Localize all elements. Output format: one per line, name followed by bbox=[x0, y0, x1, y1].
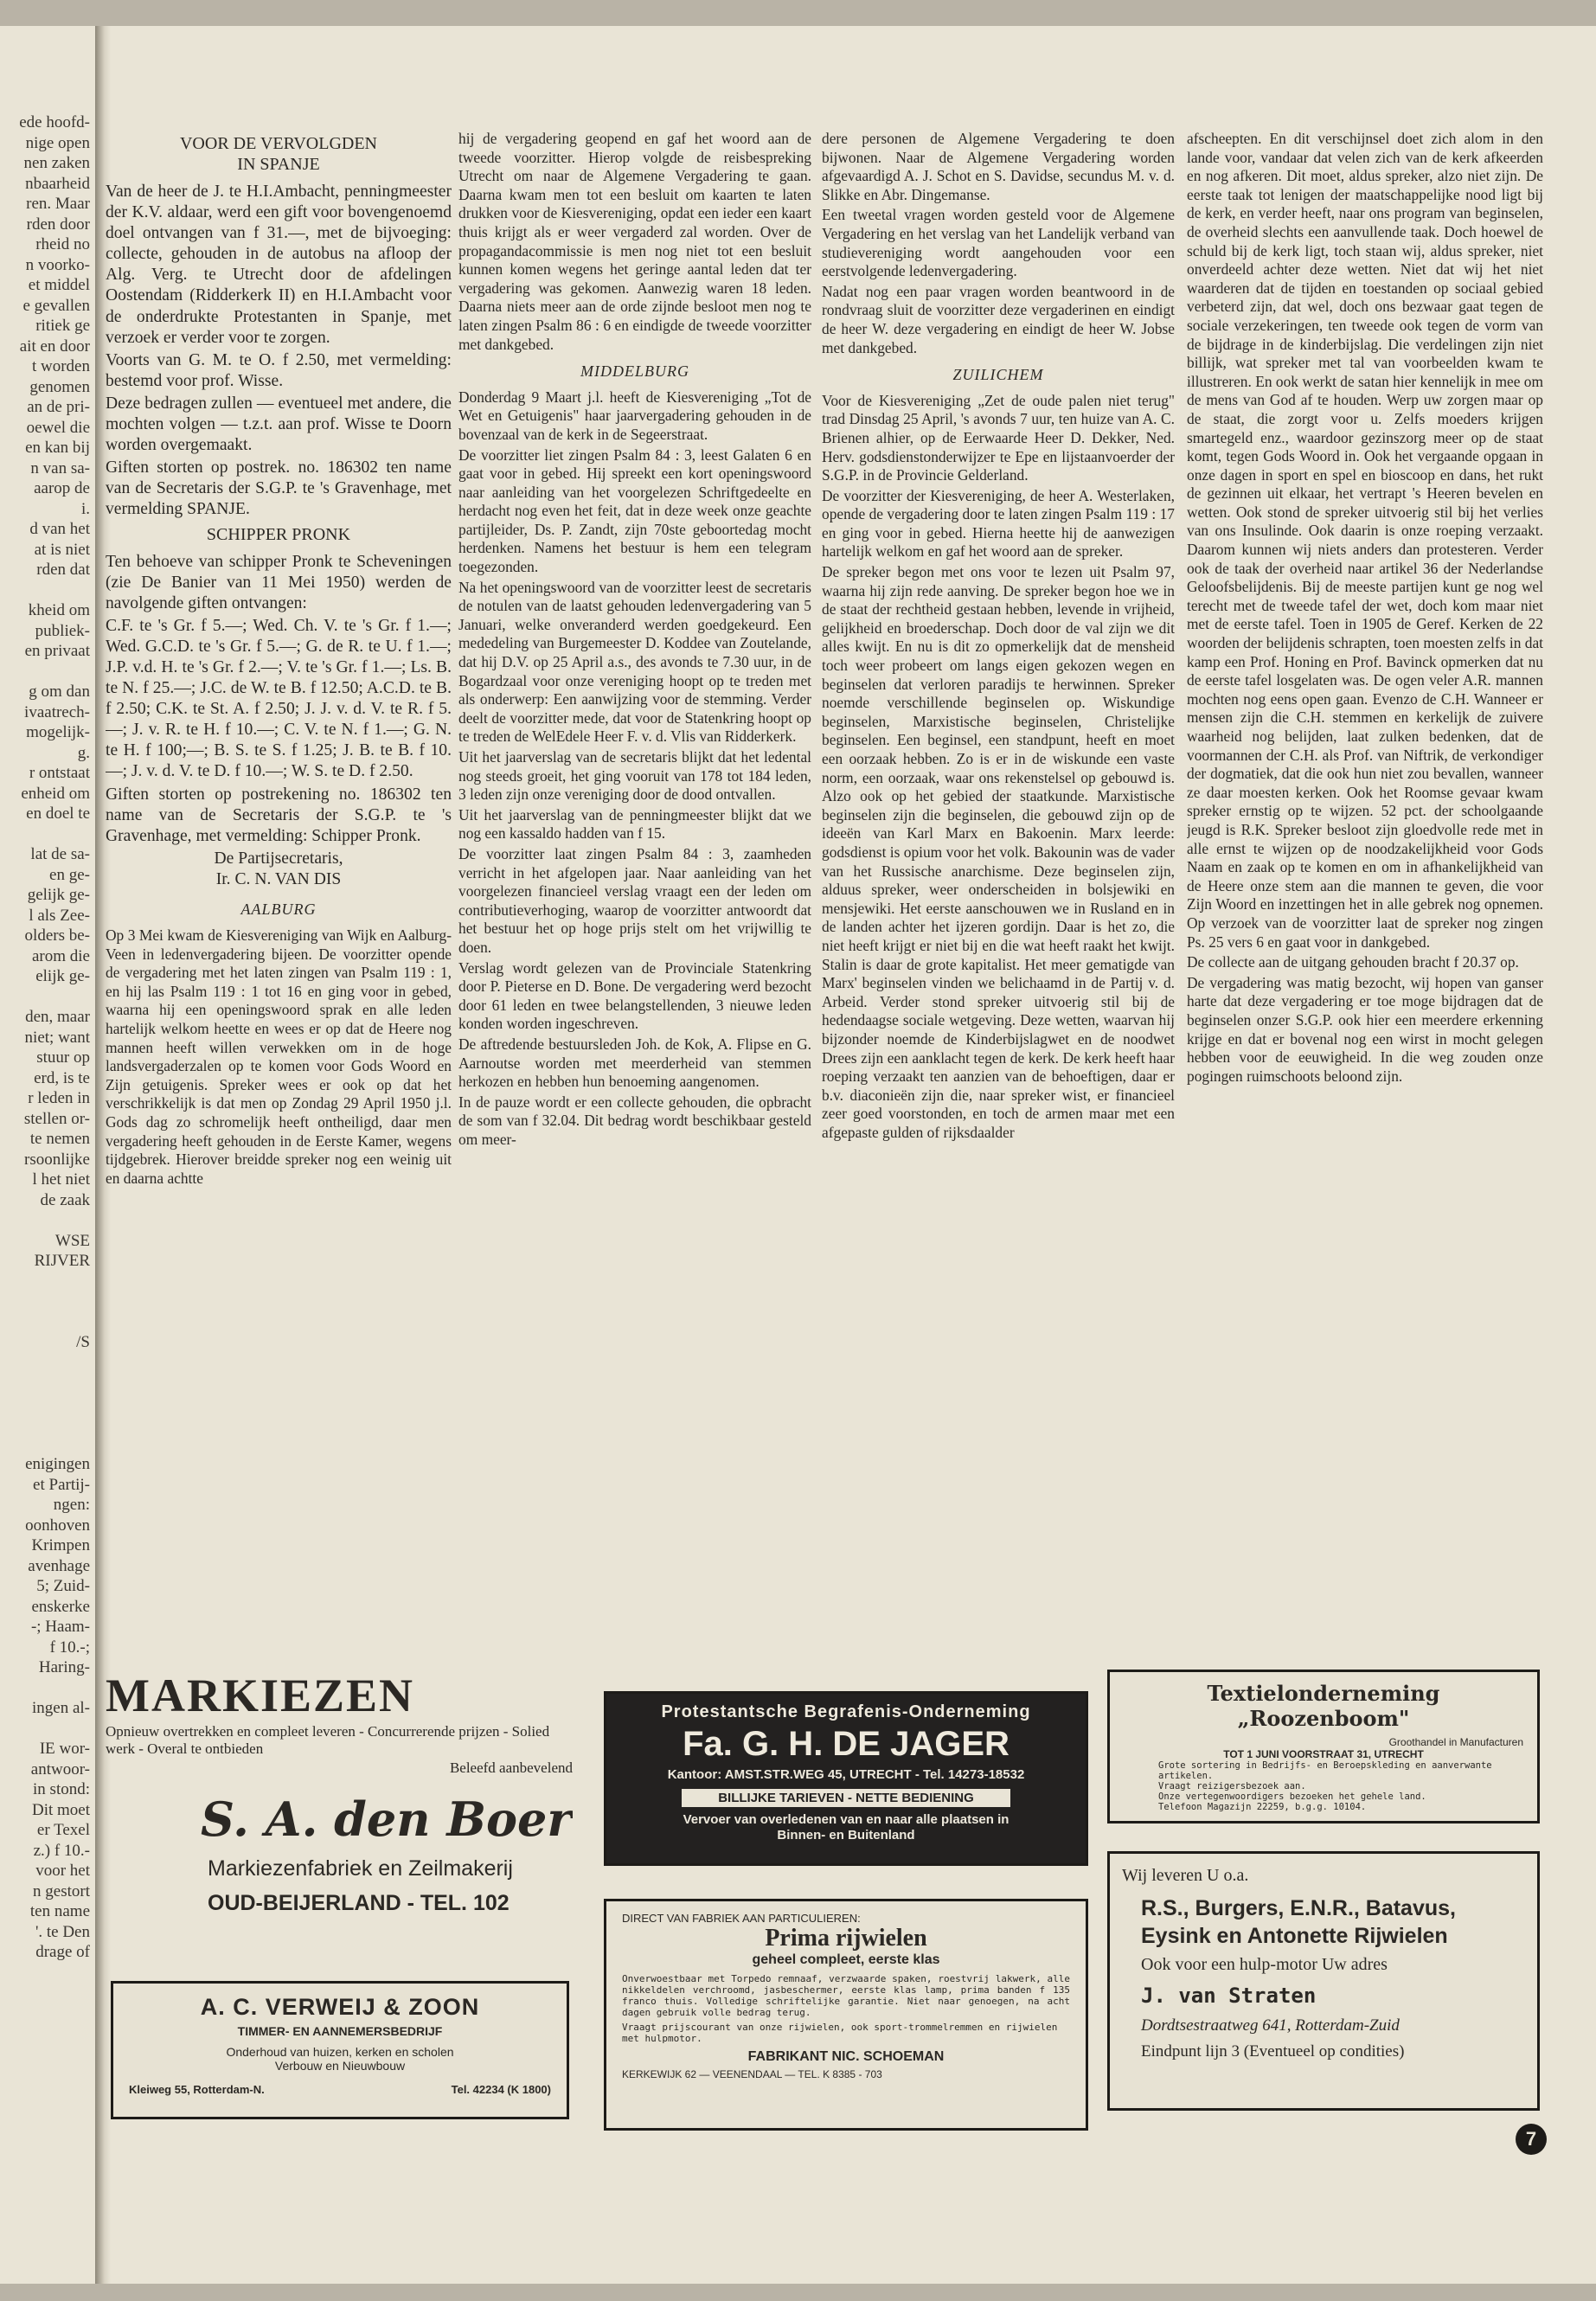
fragment-line: aarop de bbox=[34, 479, 90, 497]
fragment-line: at is niet bbox=[34, 540, 90, 559]
fragment-line: lat de sa- bbox=[30, 845, 90, 863]
paragraph: De voorzitter liet zingen Psalm 84 : 3, leest Galaten 6 en gaat voor in gebed. Hij spreekt een kort openingswoord naar aanleiding van het voorgelezen Schriftgedeelte en herdacht nog even het feit, dat in deze week onze geachte partijleider, Ds. P. Zandt, zijn 70ste geboortedag mocht herdenken. Namens het bestuur is hem een telegram toegezonden. bbox=[458, 445, 811, 576]
ad-title: Prima rijwielen bbox=[765, 1925, 927, 1952]
paragraph: In de pauze wordt er een collecte gehouden, die opbracht de som van f 32.04. Dit bedrag wordt beschikbaar gesteld om meer- bbox=[458, 1093, 811, 1148]
paragraph: Deze bedragen zullen — eventueel met andere, die mochten volgen — t.z.t. aan prof. Wisse te Doorn worden overgemaakt. bbox=[106, 394, 452, 455]
ad-top: Wij leveren U o.a. bbox=[1122, 1866, 1249, 1885]
ad-subtitle: geheel compleet, eerste klas bbox=[752, 1952, 940, 1967]
ad-text: Vraagt reizigersbezoek aan. bbox=[1158, 1781, 1306, 1791]
ad-title: Textielonderneming „Roozenboom" bbox=[1207, 1681, 1440, 1731]
fragment-line: n gestort bbox=[33, 1881, 90, 1900]
fragment-line: er Texel bbox=[36, 1821, 90, 1839]
ad-text: Eindpunt lijn 3 (Eventueel op condities) bbox=[1141, 2042, 1405, 2061]
previous-page-fragment bbox=[0, 112, 93, 2102]
fragment-line: de zaak bbox=[40, 1190, 90, 1209]
paragraph: Uit het jaarverslag van de penningmeester blijkt dat we nog een kassaldo hadden van f 15. bbox=[458, 805, 811, 843]
ad-title: MARKIEZEN bbox=[106, 1670, 415, 1721]
paragraph: afscheepten. En dit verschijnsel doet zich alom in den lande voor, vandaar dat velen zich van de kerk afkeerden en nog afkeren. Dit moet, aldus spreker, alzo niet zijn. De eerste taak tot lenigen der maatschappelijke nood ligt bij de kerk, en verder heeft, naar ons program van beginselen, de overheid slechts een aanvullende taak. Doch hoewel de schuld bij de kerk ligt, toch staan wij, aldus spreker, niet onverdeeld achter deze wetten. Niet dat wij het niet waarderen dat de tijden en toestanden op sociaal gebied verbeterd zijn, dat wel, doch ons bezwaar gaat tegen de sociale verzekeringen, ten tweede ook tegen de vorm van de bijdrage in de kinderbijslag. Die verdelingen zijn niet billijk, wat spreker met tal van voorbeelden kwam te illustreren. En ook werkt de satan hier kennelijk in mee om de mens van God af te houden. Werp uw zorgen maar op de staat, die zorgt voor u. Zelfs moeders krijgen smartegeld enz., waardoor gezinszorg meer op de staat komt, tegen Gods Woord in. Ook het vergaande opgaan in onze dagen in sport en spel en bioscoop en dans, het rukt de gezinnen uit elkaar, het vertrapt 's Heeren bevelen en wetten. Ook stond de spreker uitvoerig stil bij het verlies van ons Insulinde. Ook daarin is onze roeping verzaakt. Daarom kunnen wij niets anders dan protesteren. Verder ook de taak der overheid naar artikel 36 der Nederlandse Geloofsbelijdenis. Bij de meeste partijen kunt ge nog wel terecht met de tweede tafel der wet, doch kom maar niet met de eerste tafel. Toen in 1905 de Geref. Kerken de 22 woorden der belijdenis schrapten, toen moesten zelfs in dat kamp een Prof. Honing en Prof. Bavinck opmerken dat nu de eerste tafel losgelaten was. De ogen veler A.R. mannen mochten nog eens open gaan. Evenzo de C.H. Wanneer er mensen zijn die C.H. stemmen en kerkelijk de zuivere waarheid nog belijden, laat zulken bedenken, dat de voormannen der C.H. als Prof. van Niftrik, de verkondiger der dogmatiek, dat die ook hun niet zou bevallen, wanneer ze daar moesten kerken. Ook het Roomse gevaar kwam spreker ernstig op te wijzen. 52 pct. der schoolgaande jeugd is R.K. Spreker besloot zijn gloedvolle rede met in alle ernst te wijzen op de noodzakelijkheid voor Gods Naam en zaak op te komen en om in afhankelijkheid van de Heere onze stem aan die mannen te geven, die voor Zijn Woord en inzettingen het in alle gebrek nog opnemen. Op verzoek van de voorzitter laat de spreker nog zingen Ps. 25 vers 6 en gaat voor in dankgebed. bbox=[1187, 130, 1543, 951]
ad-text: Ook voor een hulp-motor Uw adres bbox=[1141, 1955, 1388, 1974]
fragment-line: g. bbox=[77, 743, 90, 762]
fragment-line: stuur op bbox=[36, 1048, 90, 1067]
ad-text: Vraagt prijscourant van onze rijwielen, ook sport-trommelremmen en rijwielen met hulpmotor. bbox=[622, 2022, 1058, 2044]
paragraph: Van de heer de J. te H.I.Ambacht, penningmeester der K.V. aldaar, werd een gift voor bovengenoemd doel ontvangen van f 31.—, met de bijvoeging: collecte, gehouden in de autobus na afloop der Alg. Verg. te Utrecht door de afdelingen Oostendam (Ridderkerk II) en H.I.Ambacht voor de onderdrukte Protestanten in Spanje, met verzoek er verder voor te zorgen. bbox=[106, 183, 452, 347]
fragment-line: en ge- bbox=[49, 865, 90, 884]
paragraph: Giften storten op postrek. no. 186302 ten name van de Secretaris der S.G.P. te 's Gravenhage, met vermelding SPANJE. bbox=[106, 458, 452, 519]
ad-brands: R.S., Burgers, E.N.R., Batavus, Eysink en Antonette Rijwielen bbox=[1141, 1896, 1456, 1948]
heading-vervolgden: VOOR DE VERVOLGDEN IN SPANJE bbox=[179, 134, 378, 174]
place-heading: ZUILICHEM bbox=[952, 366, 1044, 384]
paragraph: De aftredende bestuursleden Joh. de Kok, A. Flipse en G. Aarnoutse worden met meerderheid van stemmen herkozen en hebben hun benoeming aangenomen. bbox=[458, 1035, 811, 1091]
column-4 bbox=[1187, 130, 1543, 1626]
ad-address: Dordtsestraatweg 641, Rotterdam-Zuid bbox=[1141, 2016, 1400, 2035]
fragment-line: ngen: bbox=[53, 1496, 90, 1514]
fragment-line: an de pri- bbox=[27, 398, 90, 416]
fragment-line: 5; Zuid- bbox=[36, 1577, 90, 1595]
ad-name: S. A. den Boer bbox=[201, 1791, 572, 1847]
fragment-line: et Partij- bbox=[33, 1475, 90, 1494]
fragment-line: Krimpen bbox=[31, 1536, 90, 1554]
fragment-line: nige open bbox=[25, 133, 90, 152]
fragment-line: ait en door bbox=[19, 336, 90, 356]
paragraph: Giften storten op postrekening no. 186302 ten name van de Secretaris der S.G.P. te 's Gravenhage, met vermelding: Schipper Pronk. bbox=[106, 785, 452, 845]
fragment-line bbox=[0, 580, 93, 601]
fragment-line bbox=[0, 662, 93, 683]
fragment-line: in stond: bbox=[33, 1780, 90, 1798]
fragment-line bbox=[0, 1210, 93, 1231]
fragment-line: gelijk ge- bbox=[27, 886, 90, 904]
ad-title: A. C. VERWEIJ & ZOON bbox=[200, 1994, 480, 2020]
fragment-line: IE wor- bbox=[39, 1740, 90, 1758]
fragment-line: ritiek ge bbox=[35, 317, 90, 335]
paragraph: Verslag wordt gelezen van de Provinciale Statenkring door P. Pieterse en D. Bone. De vergadering werd bezocht door 61 leden en twee belangstellenden, 3 nieuwe leden konden worden ingeschreven. bbox=[458, 958, 811, 1033]
paragraph: Een tweetal vragen worden gesteld voor de Algemene Vergadering en het verslag van het Landelijk verband van studievereniging wordt aangehouden voor een eerstvolgende ledenvergadering. bbox=[822, 206, 1175, 280]
fragment-line: ivaatrech- bbox=[24, 702, 90, 721]
column-1 bbox=[106, 130, 452, 1635]
fragment-line bbox=[0, 1413, 93, 1434]
paragraph: C.F. te 's Gr. f 5.—; Wed. Ch. V. te 's Gr. f 1.—; Wed. G.C.D. te 's Gr. f 5.—; G. de R. te U. f 1.—; J.P. v.d. H. te 's Gr. f 2.—; V. te 's Gr. f 1.—; Ls. B. te N. f 25.—; J.C. de W. te B. f 12.50; A.C.D. te B. f 2.50; C.K. te St. A. f 2.50; J. J. v. d. V. te R. f 5.—; J. v. R. te H. f 10.—; C. V. te N. f 1.—; G. N. te H. f 100;—; B. S. te S. f 1.25; J. B. te B. f 10.—; J. v. d. V. te D. f 10.—; W. S. te D. f 2.50. bbox=[106, 616, 452, 781]
fragment-line: rden door bbox=[26, 215, 90, 234]
signature-name: Ir. C. N. VAN DIS bbox=[215, 869, 342, 888]
fragment-line bbox=[0, 1394, 93, 1414]
fragment-line: en kan bij bbox=[25, 439, 90, 457]
ad-maker: FABRIKANT NIC. SCHOEMAN bbox=[747, 2049, 945, 2064]
ad-roozenboom bbox=[1107, 1670, 1540, 1823]
fragment-line: antwoor- bbox=[30, 1759, 90, 1779]
paragraph: Donderdag 9 Maart j.l. heeft de Kiesvereniging „Tot de Wet en Getuigenis" haar jaarvergadering gehouden in de bovenzaal van de kerk in de Segeerstraat. bbox=[458, 388, 811, 443]
fragment-line: elijk ge- bbox=[35, 967, 90, 985]
paragraph: De vergadering was matig bezocht, wij hopen van ganser harte dat deze vergadering er toe moge bijdragen dat de beginselen onzer S.G.P. ook hier een meerdere erkenning krijge en dat er bovenal nog een wirst in mocht gelegen hebben voor de eeuwigheid. In die weg zouden onze pogingen ruimschoots beloond zijn. bbox=[1187, 973, 1543, 1085]
paragraph: hij de vergadering geopend en gaf het woord aan de tweede voorzitter. Hierop volgde de reisbespreking Utrecht om naar de Algemene Vergadering te gaan. Daarna kwam men tot een besluit om kaarten te laten drukken voor de Kiesvereniging, opdat een ieder een kaart thuis krijgt als er weer vergaderd zal worden. Over de propagandacommissie is men nog niet tot een besluit kunnen komen wegens het geringe aantal leden dat ter vergadering was gekomen. Aanwezig waren 18 leden. Daarna niets meer aan de orde zijnde besloot men nog te laten zingen Psalm 86 : 6 en eindigde de tweede voorzitter met dankgebed. bbox=[458, 130, 811, 353]
fragment-line: l het niet bbox=[32, 1170, 90, 1189]
fragment-line: publiek- bbox=[35, 621, 90, 640]
fragment-line bbox=[0, 1434, 93, 1455]
fragment-line bbox=[0, 1292, 93, 1312]
fragment-line: t worden bbox=[31, 357, 90, 375]
ad-van-straten bbox=[1107, 1851, 1540, 2111]
fragment-line: f 10.-; bbox=[49, 1638, 90, 1657]
fragment-line: erd, is te bbox=[34, 1068, 90, 1087]
fragment-line: ren. Maar bbox=[26, 195, 90, 213]
fragment-line: rsoonlijke bbox=[24, 1150, 90, 1169]
fragment-line: avenhage bbox=[28, 1556, 90, 1575]
ad-rijwielen bbox=[604, 1899, 1088, 2131]
fragment-line: d van het bbox=[29, 520, 90, 538]
fragment-line: nen zaken bbox=[23, 154, 90, 172]
ad-subtitle: Markiezenfabriek en Zeilmakerij bbox=[208, 1856, 513, 1881]
fragment-line: oewel die bbox=[26, 418, 90, 437]
fragment-line: et middel bbox=[28, 276, 90, 294]
ad-verweij bbox=[111, 1981, 569, 2119]
ad-address: Kleiweg 55, Rotterdam-N. bbox=[129, 2083, 265, 2096]
ad-text: Grote sortering in Bedrijfs- en Beroepskleding en aanverwante artikelen. bbox=[1158, 1760, 1492, 1781]
ad-office: Kantoor: AMST.STR.WEG 45, UTRECHT - Tel. 14273-18532 bbox=[667, 1767, 1025, 1782]
fragment-line: den, maar bbox=[25, 1008, 90, 1026]
fragment-line: kheid om bbox=[28, 601, 90, 619]
ad-date: TOT 1 JUNI VOORSTRAAT 31, UTRECHT bbox=[1223, 1748, 1424, 1760]
fragment-line bbox=[0, 1719, 93, 1740]
ad-text: Onderhoud van huizen, kerken en scholen bbox=[226, 2045, 454, 2059]
fragment-line: ede hoofd- bbox=[19, 113, 90, 131]
place-heading: AALBURG bbox=[240, 901, 317, 918]
ad-transport: Vervoer van overledenen van en naar alle plaatsen in Binnen- en Buitenland bbox=[683, 1812, 1010, 1843]
paragraph: De voorzitter laat zingen Psalm 84 : 3, zaamheden verricht in het afgelopen jaar. Naar aanleiding van het voorgelezen financieel verslag vraagt een der leden om contributieverhoging, waarop de voorzitter antwoordt dat het bestuur het op hoge prijs stelt om het vrijwillig te doen. bbox=[458, 844, 811, 956]
fragment-line: g om dan bbox=[29, 683, 90, 701]
fragment-line: oonhoven bbox=[25, 1516, 90, 1535]
fragment-line: mogelijk- bbox=[26, 723, 90, 741]
paragraph: De collecte aan de uitgang gehouden bracht f 20.37 op. bbox=[1187, 953, 1519, 971]
ad-tariff: BILLIJKE TARIEVEN - NETTE BEDIENING bbox=[682, 1789, 1010, 1807]
fragment-line: -; Haam- bbox=[30, 1618, 90, 1636]
fragment-line: voor het bbox=[35, 1862, 90, 1880]
paragraph: Ten behoeve van schipper Pronk te Scheveningen (zie De Banier van 11 Mei 1950) werden de navolgende giften ontvangen: bbox=[106, 552, 452, 612]
paragraph: De voorzitter der Kiesvereniging, de heer A. Westerlaken, opende de vergadering door te laten zingen Psalm 119 : 17 en ging voor in gebed. Hierna heette hij de aanwezigen hartelijk welkom en gaf het woord aan de spreker. bbox=[822, 486, 1175, 561]
ad-name: J. van Straten bbox=[1141, 1984, 1317, 2008]
fragment-line: r leden in bbox=[28, 1089, 90, 1107]
fragment-line bbox=[0, 987, 93, 1008]
place-heading: MIDDELBURG bbox=[580, 362, 689, 381]
fragment-line bbox=[0, 824, 93, 845]
ad-subtitle: TIMMER- EN AANNEMERSBEDRIJF bbox=[237, 2024, 443, 2038]
ad-title: Fa. G. H. DE JAGER bbox=[683, 1725, 1010, 1763]
fragment-line: Haring- bbox=[38, 1658, 90, 1676]
ad-text: Beleefd aanbevelend bbox=[449, 1759, 573, 1776]
fragment-line: enheid om bbox=[21, 784, 90, 803]
paragraph: De spreker begon met ons voor te lezen uit Psalm 97, waarna hij zijn rede aanving. De spreker begon hoe we in de staat der rechtheid gestaan hebben, levende in vrijheid, gelijkheid en broederschap. Doch door de val zijn we dit alles kwijt. En nu is dit zo opmerkelijk dat de mensheid toch weer probeert om langs eigen gekozen wegen en beginselen dat verloren paradijs te herwinnen. Spreker noemde verschillende beginselen op. Wiskundige beginselen, Marxistische beginselen, Christelijke beginselen. Een beginsel, een standpunt, heeft en moet een oorzaak hebben. Zo is er in de wiskunde een vaste norm, een oorzaak, waar ons rekenstelsel op gebouwd is. Alzo ook op het gebied der staatkunde. Marxistische beginselen zijn die beginselen, die gebouwd zijn op de ideeën van Karl Marx en Bakoenin. Marx leerde: godsdienst is opium voor het volk. Bakounin was de vader van het Russische anarchisme. Deze beginselen zijn, alduus spreker, weer onderscheiden in bolsjewiki en mensjewiki. Het eerste aanschouwen we in Rusland en in de landen achter het ijzeren gordijn. Daar is het zo, die niet heeft krijgt er niet bij en die wat heeft raakt het kwijt. Stalin is daar de grote kapitalist. Het meer gematigde van Marx' beginselen vinden we belichaamd in de Partij v. d. Arbeid. Verder stond spreker uitvoerig stil bij de hedendaagse sociale wetgeving. Deze wetten, waarvan hij bijzonder noemde de Kinderbijslagwet en de noodwet Drees zijn een aanklacht tegen de kerk. De kerk heeft haar roeping verzaakt ten aanzien van de behoeftigen, daar er b.v. diaconieën zijn die, naar spreker wist, er financieel zeer goed voorstonden, en toch de armen maar met een afgepaste gulden of rijksdaalder bbox=[822, 563, 1175, 1141]
fragment-line: arom die bbox=[31, 946, 90, 965]
paragraph: Op 3 Mei kwam de Kiesvereniging van Wijk en Aalburg-Veen in ledenvergadering bijeen. De voorzitter opende de vergadering met het laten zingen van Psalm 119 : 1, en hij las Psalm 119 : 1 tot 16 en ging voor in gebed, waarna hij een openingswoord sprak en alle leden hartelijk welkom heette en wees er op dat de Heere nog mannen heeft willen verwekken om in de hoge landsvergaderzalen op te komen voor Gods Woord en Zijn getuigenis. Spreker wees er ook op dat het verschrikkelijk is dat men op Zondag 29 April 1950 j.l. Gods dag zo schromelijk heeft ontheiligd, daar men vergadering heeft gehouden in de Eerste Kamer, wegens tijdgebrek. Hierover breidde spreker nog een weinig uit en daarna achtte bbox=[106, 926, 452, 1187]
fragment-line: genomen bbox=[29, 377, 90, 396]
paragraph: Na het openingswoord van de voorzitter leest de secretaris de notulen van de laatst gehouden ledenvergadering van 5 Januari, welke onveranderd werden goedgekeurd. Een mededeling van Burgemeester D. Koddee van Zoutelande, dat hij D.V. op 25 April a.s., des avonds te 7.30 uur, in de Bogardzaal voor onze vereniging hoopt op te treden met als onderwerp: Een aanwijzing voor de stemming. Verder deelt de voorzitter mede, dat voor de Statenkring hoopt op te treden de WelEdele Heer F. v. d. Vlis van Ridderkerk. bbox=[458, 578, 811, 746]
fragment-line: niet; want bbox=[24, 1028, 90, 1047]
paragraph: dere personen de Algemene Vergadering te doen bijwonen. Naar de Algemene Vergadering worden afgevaardigd A. J. Schot en S. Davidse, secundus M. v. d. Slikke en Abr. Dingemanse. bbox=[822, 130, 1175, 203]
fragment-line: '. te Den bbox=[35, 1922, 90, 1941]
paragraph: Nadat nog een paar vragen worden beantwoord in de rondvraag sluit de voorzitter deze vergaderinen en eindigt de heer W. deze vergadering en eindigt de heer W. Jobse met dankgebed. bbox=[822, 282, 1175, 356]
fragment-line: rheid no bbox=[35, 235, 90, 253]
ad-subtitle: Groothandel in Manufacturen bbox=[1388, 1736, 1523, 1748]
fragment-line: enigingen bbox=[25, 1455, 90, 1473]
fragment-line: e gevallen bbox=[22, 296, 90, 315]
ad-address: KERKEWIJK 62 — VEENENDAAL — TEL. K 8385 - 703 bbox=[622, 2068, 882, 2080]
fragment-line bbox=[0, 1272, 93, 1292]
fragment-line: z.) f 10.- bbox=[33, 1841, 90, 1860]
fragment-line: l als Zee- bbox=[29, 906, 90, 925]
ad-top: Protestantsche Begrafenis-Onderneming bbox=[661, 1702, 1031, 1721]
fragment-line: en doel te bbox=[26, 804, 90, 823]
column-2 bbox=[458, 130, 811, 1626]
fragment-line bbox=[0, 1353, 93, 1374]
fragment-line: i. bbox=[80, 499, 90, 518]
paragraph: Voor de Kiesvereniging „Zet de oude palen niet terug" trad Dinsdag 25 April, 's avonds 7 uur, ten huize van A. C. Brienen alhier, op de Eerwaarde Heer D. Dekker, Ned. Herv. godsdienstonderwijzer te Epe en lijstaanvoerder der S.G.P. in de Provincie Gelderland. bbox=[822, 391, 1175, 484]
fragment-line: olders be- bbox=[24, 926, 90, 945]
fragment-line: rden dat bbox=[36, 561, 90, 579]
column-3 bbox=[822, 130, 1175, 1626]
ad-footer bbox=[129, 2083, 551, 2096]
fragment-line: r ontstaat bbox=[29, 764, 90, 782]
fragment-line: Dit moet bbox=[31, 1800, 90, 1819]
heading-schipper-pronk: SCHIPPER PRONK bbox=[206, 524, 351, 544]
fragment-line: /S bbox=[76, 1333, 90, 1351]
ad-markiezen bbox=[106, 1670, 573, 1946]
fragment-line: RIJVER bbox=[34, 1252, 90, 1270]
fragment-line: enskerke bbox=[31, 1597, 90, 1616]
ad-top: DIRECT VAN FABRIEK AAN PARTICULIEREN: bbox=[622, 1912, 861, 1925]
fragment-line: te nemen bbox=[29, 1130, 90, 1148]
paragraph: Voorts van G. M. te O. f 2.50, met vermelding: bestemd voor prof. Wisse. bbox=[106, 350, 452, 390]
fragment-line: ten name bbox=[29, 1902, 90, 1920]
fragment-line: nbaarheid bbox=[25, 174, 90, 193]
fragment-line bbox=[0, 1373, 93, 1394]
ad-de-jager bbox=[604, 1691, 1088, 1866]
fragment-line: en privaat bbox=[24, 642, 90, 660]
fragment-line bbox=[0, 1312, 93, 1333]
ad-text: Telefoon Magazijn 22259, b.g.g. 10104. bbox=[1158, 1802, 1367, 1812]
paragraph: Uit het jaarverslag van de secretaris blijkt dat het ledental nog steeds groeit, het ging vooruit van 178 tot 184 leden, 3 leden zijn onze vereniging door de dood ontvallen. bbox=[458, 748, 811, 804]
fragment-line: WSE bbox=[54, 1231, 90, 1250]
fragment-line: n van sa- bbox=[30, 458, 90, 478]
fragment-line: n voorko- bbox=[25, 255, 90, 274]
ad-address: OUD-BEIJERLAND - TEL. 102 bbox=[208, 1891, 510, 1915]
fragment-line: stellen or- bbox=[23, 1109, 90, 1128]
fragment-line: drage of bbox=[35, 1943, 90, 1961]
ad-text: Verbouw en Nieuwbouw bbox=[274, 2059, 406, 2073]
ad-text: Onverwoestbaar met Torpedo remnaaf, verzwaarde spaken, roestvrij lakwerk, alle nikkeldelen verchroomd, jasbeschermer, eerste klas lamp, prima banden f 135 franco thuis. Volledige schriftelijke garantie. Niet naar genoegen, na acht dagen gebruik volle bedrag terug. bbox=[622, 1973, 1070, 2018]
page-number: 7 bbox=[1516, 2124, 1547, 2155]
fragment-line bbox=[0, 1678, 93, 1699]
signature-title: De Partijsecretaris, bbox=[214, 849, 343, 868]
ad-text: Onze vertegenwoordigers bezoeken het gehele land. bbox=[1158, 1791, 1426, 1802]
fragment-line: ingen al- bbox=[31, 1699, 90, 1717]
ad-phone: Tel. 42234 (K 1800) bbox=[451, 2083, 551, 2096]
ad-text: Opnieuw overtrekken en compleet leveren - Concurrerende prijzen - Solied werk - Overal te ontbieden bbox=[106, 1723, 550, 1757]
